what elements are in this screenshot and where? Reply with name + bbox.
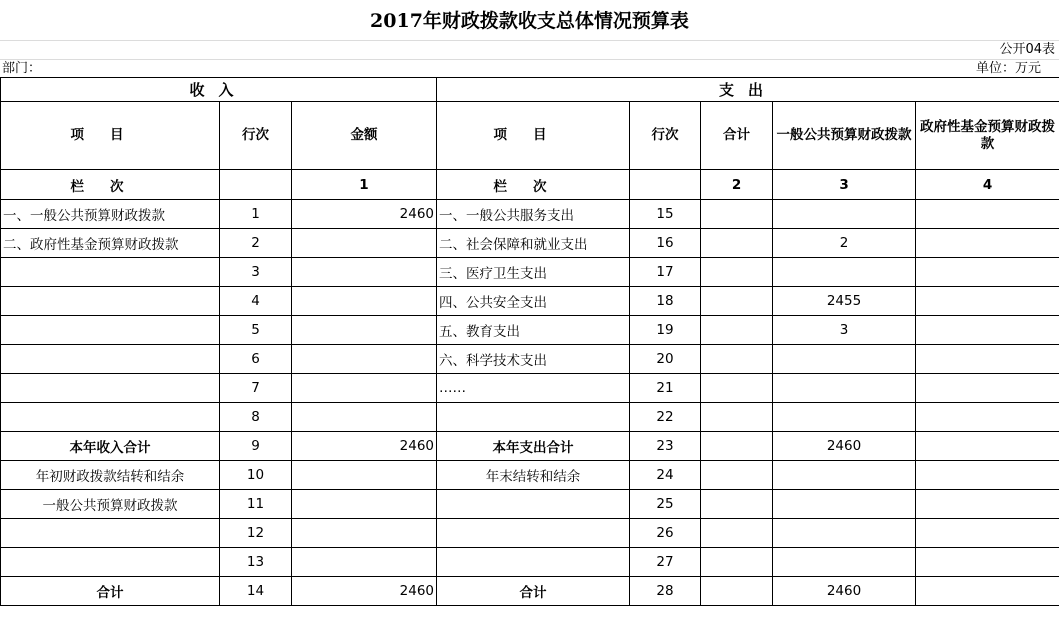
expense-total-cell — [701, 577, 773, 606]
expense-total-cell — [701, 432, 773, 461]
income-amount-cell: 2460 — [292, 432, 437, 461]
income-item-cell: 本年收入合计 — [1, 432, 220, 461]
income-item-cell — [1, 519, 220, 548]
expense-line-no-cell: 26 — [630, 519, 701, 548]
income-amount-cell — [292, 490, 437, 519]
general-budget-cell — [773, 461, 916, 490]
table-row — [1, 490, 1059, 519]
budget-table — [0, 77, 1059, 606]
income-line-no-cell: 6 — [220, 345, 292, 374]
expense-item-cell: 一、一般公共服务支出 — [437, 200, 630, 229]
income-item-cell: 合计 — [1, 577, 220, 606]
income-amount-cell: 2460 — [292, 200, 437, 229]
table-row — [1, 316, 1059, 345]
divider — [0, 40, 1059, 41]
income-line-no-cell: 12 — [220, 519, 292, 548]
expense-line-no-cell: 19 — [630, 316, 701, 345]
income-amount-cell — [292, 345, 437, 374]
general-budget-cell — [773, 548, 916, 577]
income-item-cell — [1, 345, 220, 374]
income-amount-cell — [292, 548, 437, 577]
expense-line-no-cell: 17 — [630, 258, 701, 287]
income-line-no-cell: 14 — [220, 577, 292, 606]
income-item-cell — [1, 316, 220, 345]
table-row — [1, 577, 1059, 606]
expense-total-cell — [701, 229, 773, 258]
gov-fund-cell — [916, 432, 1059, 461]
department-label: 部门： — [2, 61, 42, 76]
income-line-no-cell: 7 — [220, 374, 292, 403]
expense-total-cell — [701, 461, 773, 490]
gov-fund-cell — [916, 229, 1059, 258]
expense-line-no-cell: 22 — [630, 403, 701, 432]
income-amount-cell — [292, 287, 437, 316]
general-budget-cell — [773, 258, 916, 287]
income-item-cell: 二、政府性基金预算财政拨款 — [1, 229, 220, 258]
expense-item-cell: 六、科学技术支出 — [437, 345, 630, 374]
table-row — [1, 548, 1059, 577]
general-budget-cell — [773, 519, 916, 548]
general-budget-cell: 2460 — [773, 577, 916, 606]
income-item-cell: 一般公共预算财政拨款 — [1, 490, 220, 519]
income-line-no-cell: 9 — [220, 432, 292, 461]
income-line-no-cell: 11 — [220, 490, 292, 519]
expense-line-no-cell: 27 — [630, 548, 701, 577]
income-amount-cell — [292, 258, 437, 287]
expense-line-no-cell: 25 — [630, 490, 701, 519]
expense-item-cell: 四、公共安全支出 — [437, 287, 630, 316]
expense-total-cell — [701, 548, 773, 577]
table-row — [1, 432, 1059, 461]
gov-fund-cell — [916, 316, 1059, 345]
expense-line-no-cell: 16 — [630, 229, 701, 258]
gov-fund-cell — [916, 258, 1059, 287]
table-row — [1, 287, 1059, 316]
income-amount-cell — [292, 461, 437, 490]
income-item-header: 项目 — [1, 102, 220, 170]
expense-total-cell — [701, 519, 773, 548]
income-item-cell — [1, 548, 220, 577]
expense-line-no-cell: 20 — [630, 345, 701, 374]
expense-item-cell: 本年支出合计 — [437, 432, 630, 461]
income-amount-cell — [292, 374, 437, 403]
expense-total-cell — [701, 403, 773, 432]
income-amount-cell — [292, 316, 437, 345]
general-budget-cell — [773, 200, 916, 229]
section-header-row — [1, 78, 1059, 102]
expense-item-cell — [437, 490, 630, 519]
form-number: 公开04表 — [999, 42, 1055, 57]
income-line-no-cell: 1 — [220, 200, 292, 229]
income-line-no-cell: 2 — [220, 229, 292, 258]
column-number-3: 3 — [773, 170, 916, 200]
divider — [0, 59, 1059, 60]
column-number-label: 栏次 — [1, 170, 220, 200]
income-amount-cell — [292, 519, 437, 548]
column-number-4: 4 — [916, 170, 1059, 200]
expense-total-cell — [701, 345, 773, 374]
expense-item-cell: 年末结转和结余 — [437, 461, 630, 490]
gov-fund-cell — [916, 548, 1059, 577]
expense-item-cell: 五、教育支出 — [437, 316, 630, 345]
general-budget-cell: 3 — [773, 316, 916, 345]
general-budget-cell — [773, 403, 916, 432]
expense-line-no-cell: 24 — [630, 461, 701, 490]
expense-item-cell: 二、社会保障和就业支出 — [437, 229, 630, 258]
gov-fund-cell — [916, 403, 1059, 432]
table-row — [1, 403, 1059, 432]
expense-item-cell — [437, 403, 630, 432]
expense-total-cell — [701, 490, 773, 519]
gov-fund-cell — [916, 461, 1059, 490]
table-row — [1, 461, 1059, 490]
page-title: 2017年财政拨款收支总体情况预算表 — [370, 10, 689, 32]
table-row — [1, 200, 1059, 229]
income-amount-cell: 2460 — [292, 577, 437, 606]
income-line-no-cell: 8 — [220, 403, 292, 432]
income-line-no-header: 行次 — [220, 102, 292, 170]
column-number-1: 1 — [292, 170, 437, 200]
gov-fund-cell — [916, 490, 1059, 519]
expense-item-cell: …… — [437, 374, 630, 403]
column-number-empty — [630, 170, 701, 200]
column-number-label: 栏次 — [437, 170, 630, 200]
general-budget-cell — [773, 345, 916, 374]
general-budget-cell: 2455 — [773, 287, 916, 316]
income-amount-cell — [292, 403, 437, 432]
income-line-no-cell: 5 — [220, 316, 292, 345]
income-item-cell: 年初财政拨款结转和结余 — [1, 461, 220, 490]
column-number-row — [1, 170, 1059, 200]
table-row — [1, 519, 1059, 548]
income-item-cell: 一、一般公共预算财政拨款 — [1, 200, 220, 229]
general-budget-header: 一般公共预算财政拨款 — [773, 102, 916, 170]
table-row — [1, 345, 1059, 374]
general-budget-cell: 2460 — [773, 432, 916, 461]
table-row — [1, 374, 1059, 403]
expense-line-no-cell: 23 — [630, 432, 701, 461]
expense-line-no-header: 行次 — [630, 102, 701, 170]
gov-fund-cell — [916, 345, 1059, 374]
expense-item-cell: 三、医疗卫生支出 — [437, 258, 630, 287]
gov-fund-cell — [916, 519, 1059, 548]
expense-section-header: 支出 — [437, 78, 1059, 102]
expense-line-no-cell: 15 — [630, 200, 701, 229]
expense-item-cell: 合计 — [437, 577, 630, 606]
expense-item-header: 项目 — [437, 102, 630, 170]
expense-line-no-cell: 28 — [630, 577, 701, 606]
unit-label: 单位：万元 — [975, 61, 1041, 76]
gov-fund-header: 政府性基金预算财政拨款 — [916, 102, 1059, 170]
income-section-header: 收入 — [1, 78, 437, 102]
general-budget-cell — [773, 374, 916, 403]
column-number-empty — [220, 170, 292, 200]
general-budget-cell — [773, 490, 916, 519]
column-number-2: 2 — [701, 170, 773, 200]
expense-total-cell — [701, 287, 773, 316]
expense-total-cell — [701, 258, 773, 287]
gov-fund-cell — [916, 374, 1059, 403]
income-item-cell — [1, 374, 220, 403]
general-budget-cell: 2 — [773, 229, 916, 258]
table-row — [1, 229, 1059, 258]
table-row — [1, 258, 1059, 287]
income-line-no-cell: 10 — [220, 461, 292, 490]
expense-total-cell — [701, 316, 773, 345]
income-line-no-cell: 3 — [220, 258, 292, 287]
income-amount-cell — [292, 229, 437, 258]
expense-item-cell — [437, 519, 630, 548]
expense-line-no-cell: 21 — [630, 374, 701, 403]
expense-item-cell — [437, 548, 630, 577]
income-item-cell — [1, 403, 220, 432]
income-item-cell — [1, 258, 220, 287]
gov-fund-cell — [916, 577, 1059, 606]
income-line-no-cell: 13 — [220, 548, 292, 577]
gov-fund-cell — [916, 287, 1059, 316]
expense-total-cell — [701, 200, 773, 229]
income-item-cell — [1, 287, 220, 316]
income-line-no-cell: 4 — [220, 287, 292, 316]
expense-total-header: 合计 — [701, 102, 773, 170]
expense-total-cell — [701, 374, 773, 403]
income-amount-header: 金额 — [292, 102, 437, 170]
expense-line-no-cell: 18 — [630, 287, 701, 316]
column-header-row — [1, 102, 1059, 170]
gov-fund-cell — [916, 200, 1059, 229]
